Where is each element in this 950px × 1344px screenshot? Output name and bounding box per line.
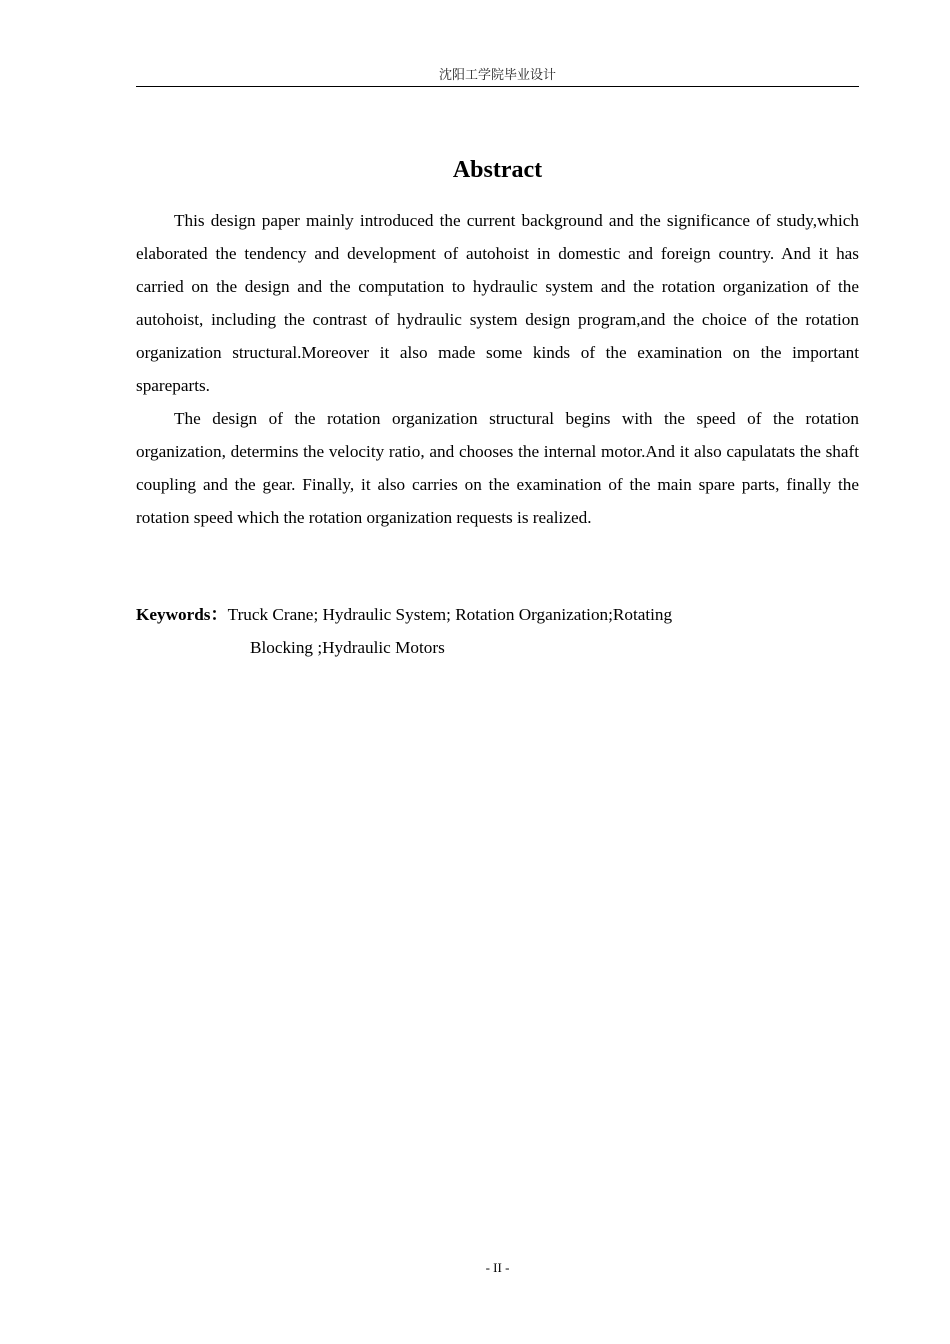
keywords-line-1: Truck Crane; Hydraulic System; Rotation Organization;Rotating: [227, 605, 673, 624]
abstract-title: Abstract: [452, 157, 543, 183]
abstract-paragraph-2: The design of the rotation organization structural begins with the speed of the rotation organization, determins the velocity ratio, and chooses the internal motor.And it also capulatats the shaft coupling and the gear. Finally, it also carries on the examination of the main spare parts, finally the rotation speed which the rotation organization requests is realized.: [136, 409, 859, 527]
page-number: - II -: [485, 1260, 510, 1275]
keywords-label: Keywords：: [136, 605, 228, 624]
keywords-line-2: Blocking ;Hydraulic Motors: [250, 638, 445, 657]
abstract-paragraph-1: This design paper mainly introduced the current background and the significance of study,which elaborated the tendency and development of autohoist in domestic and foreign country. And it has carried on the design and the computation to hydraulic system and the rotation organization of the autohoist, including the contrast of hydraulic system design program,and the choice of the rotation organization structural.Moreover it also made some kinds of the examination on the important spareparts.: [136, 211, 859, 395]
page-header: 沈阳工学院毕业设计: [136, 66, 859, 87]
keywords-block: [136, 598, 859, 664]
abstract-body: [136, 204, 859, 534]
